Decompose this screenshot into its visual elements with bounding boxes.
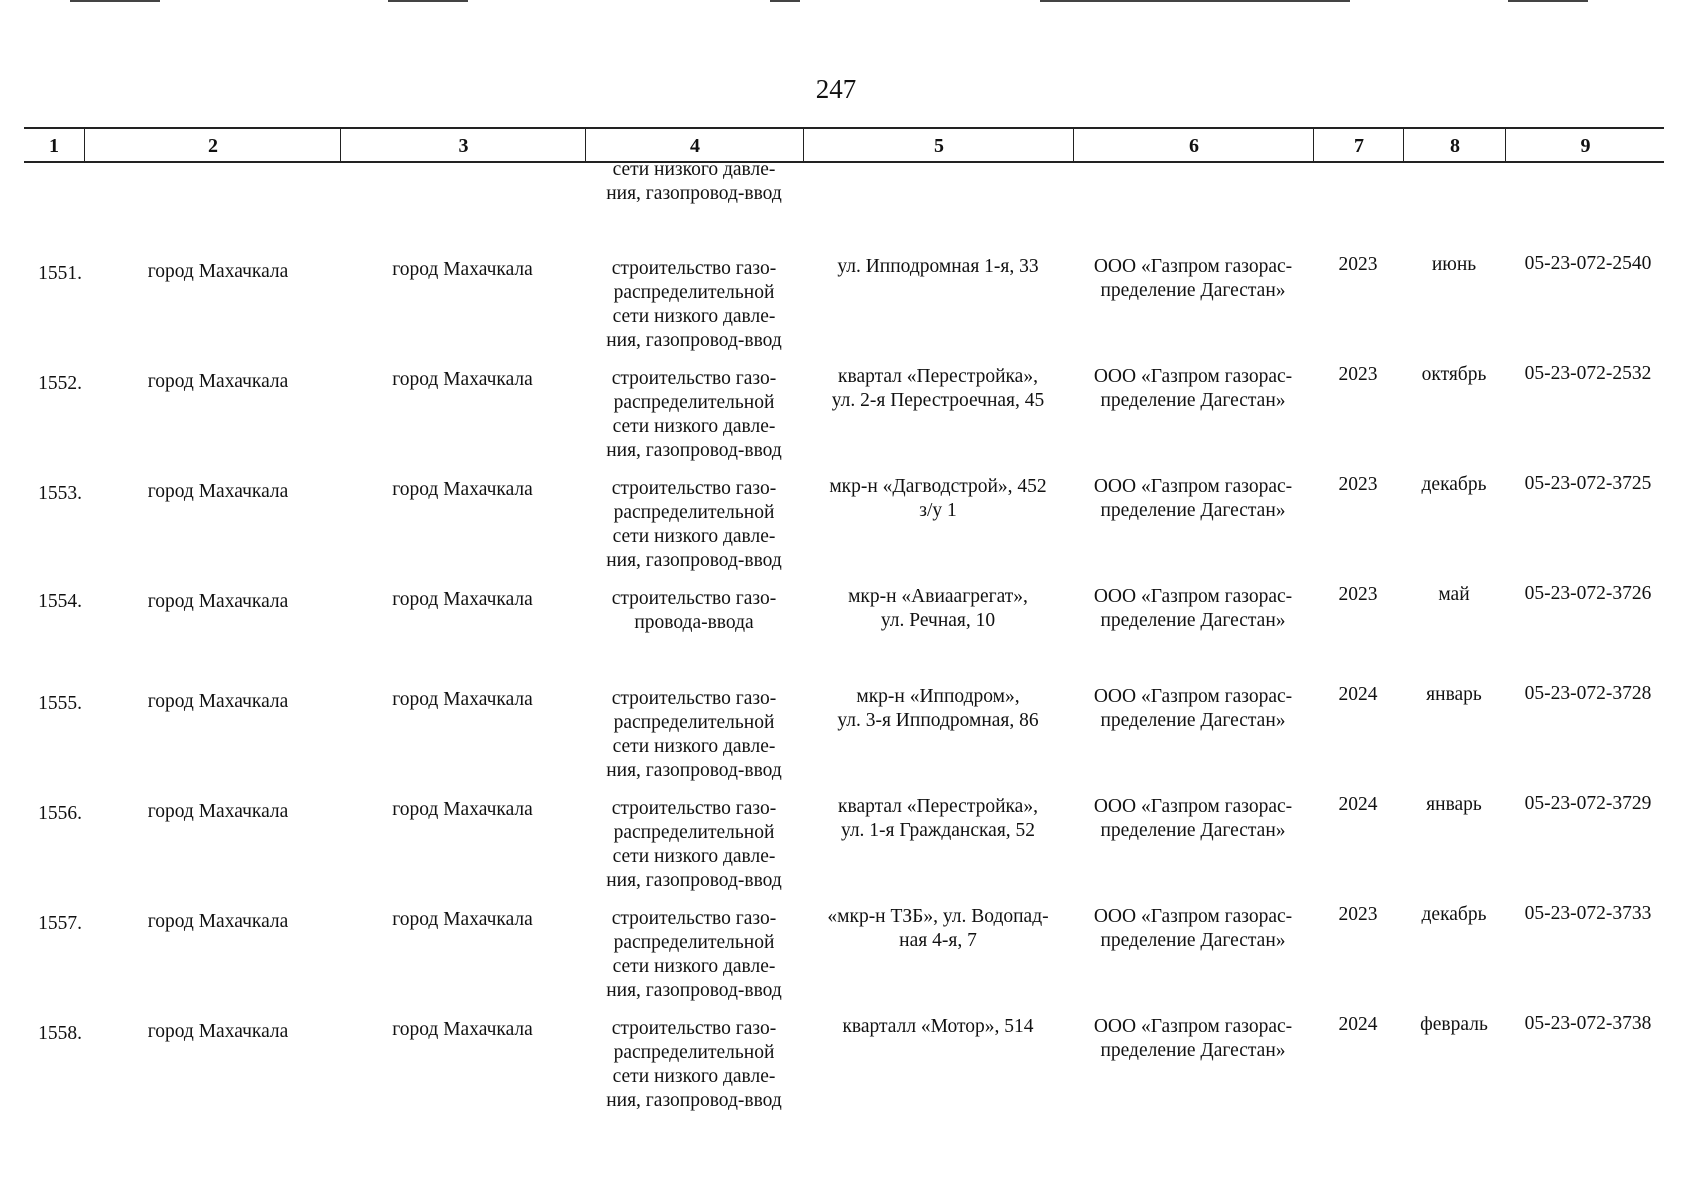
row-number: 1551. <box>38 263 82 284</box>
year-cell: 2024 <box>1338 794 1378 815</box>
organization-cell: ООО «Газпром газорас- пределение Дагестан» <box>1093 366 1293 411</box>
row-number: 1555. <box>38 693 82 714</box>
month-cell: декабрь <box>1421 474 1487 495</box>
work-cell: строительство газо- распределительной сети низкого давле- ния, газопровод-ввод <box>606 908 782 1001</box>
organization-cell: ООО «Газпром газорас- пределение Дагестан» <box>1093 586 1293 631</box>
address-cell: мкр-н «Дагводстрой», 452 з/у 1 <box>829 476 1047 521</box>
column-header-3: 3 <box>340 129 586 161</box>
district-cell: город Махачкала <box>147 261 289 282</box>
month-cell: февраль <box>1420 1014 1488 1035</box>
column-header-2: 2 <box>84 129 341 161</box>
code-cell: 05-23-072-3725 <box>1524 473 1652 494</box>
table-header <box>24 127 1664 163</box>
address-cell: квартал «Перестройка», ул. 1-я Гражданская, 52 <box>838 796 1038 841</box>
column-header-7: 7 <box>1313 129 1404 161</box>
year-cell: 2023 <box>1338 364 1378 385</box>
work-cell: строительство газо- распределительной сети низкого давле- ния, газопровод-ввод <box>606 1018 782 1111</box>
organization-cell: ООО «Газпром газорас- пределение Дагестан» <box>1093 1016 1293 1061</box>
address-cell: мкр-н «Ипподром», ул. 3-я Ипподромная, 86 <box>837 686 1039 731</box>
code-cell: 05-23-072-2540 <box>1524 253 1652 274</box>
year-cell: 2023 <box>1338 254 1378 275</box>
column-header-8: 8 <box>1403 129 1506 161</box>
work-cell: строительство газо- распределительной сети низкого давле- ния, газопровод-ввод <box>606 688 782 781</box>
organization-cell: ООО «Газпром газорас- пределение Дагестан» <box>1093 906 1293 951</box>
row-number: 1552. <box>38 373 82 394</box>
settlement-cell: город Махачкала <box>392 689 533 710</box>
settlement-cell: город Махачкала <box>392 909 533 930</box>
work-cell: строительство газо- распределительной сети низкого давле- ния, газопровод-ввод <box>606 258 782 351</box>
continuation-work: сети низкого давле- ния, газопровод-ввод <box>606 159 782 204</box>
district-cell: город Махачкала <box>147 911 289 932</box>
month-cell: июнь <box>1431 254 1477 275</box>
scan-mark <box>1040 0 1350 2</box>
year-cell: 2024 <box>1338 684 1378 705</box>
year-cell: 2023 <box>1338 474 1378 495</box>
settlement-cell: город Махачкала <box>392 589 533 610</box>
row-number: 1554. <box>38 591 82 612</box>
code-cell: 05-23-072-3728 <box>1524 683 1652 704</box>
row-number: 1553. <box>38 483 82 504</box>
scan-mark <box>388 0 468 2</box>
address-cell: мкр-н «Авиаагрегат», ул. Речная, 10 <box>848 586 1028 631</box>
code-cell: 05-23-072-3733 <box>1524 903 1652 924</box>
organization-cell: ООО «Газпром газорас- пределение Дагестан» <box>1093 256 1293 301</box>
code-cell: 05-23-072-2532 <box>1524 363 1652 384</box>
column-header-6: 6 <box>1073 129 1314 161</box>
month-cell: декабрь <box>1421 904 1487 925</box>
column-header-4: 4 <box>585 129 804 161</box>
district-cell: город Махачкала <box>147 801 289 822</box>
settlement-cell: город Махачкала <box>392 369 533 390</box>
year-cell: 2023 <box>1338 904 1378 925</box>
column-header-1: 1 <box>49 135 59 157</box>
address-cell: кварталл «Мотор», 514 <box>842 1016 1034 1037</box>
row-number: 1556. <box>38 803 82 824</box>
month-cell: май <box>1438 584 1470 605</box>
work-cell: строительство газо- провода-ввода <box>611 588 777 633</box>
row-number: 1557. <box>38 913 82 934</box>
district-cell: город Махачкала <box>147 591 289 612</box>
work-cell: строительство газо- распределительной сети низкого давле- ния, газопровод-ввод <box>606 478 782 571</box>
year-cell: 2024 <box>1338 1014 1378 1035</box>
work-cell: строительство газо- распределительной сети низкого давле- ния, газопровод-ввод <box>606 368 782 461</box>
code-cell: 05-23-072-3726 <box>1524 583 1652 604</box>
month-cell: январь <box>1426 684 1482 705</box>
settlement-cell: город Махачкала <box>392 1019 533 1040</box>
settlement-cell: город Махачкала <box>392 479 533 500</box>
organization-cell: ООО «Газпром газорас- пределение Дагестан» <box>1093 796 1293 841</box>
settlement-cell: город Махачкала <box>392 259 533 280</box>
page-number: 247 <box>815 74 857 104</box>
scan-mark <box>1508 0 1588 2</box>
scan-mark <box>70 0 160 2</box>
column-header-5: 5 <box>803 129 1074 161</box>
work-cell: строительство газо- распределительной сети низкого давле- ния, газопровод-ввод <box>606 798 782 891</box>
address-cell: квартал «Перестройка», ул. 2-я Перестроечная, 45 <box>831 366 1045 411</box>
organization-cell: ООО «Газпром газорас- пределение Дагестан» <box>1093 686 1293 731</box>
month-cell: январь <box>1426 794 1482 815</box>
district-cell: город Махачкала <box>147 481 289 502</box>
district-cell: город Махачкала <box>147 1021 289 1042</box>
year-cell: 2023 <box>1338 584 1378 605</box>
code-cell: 05-23-072-3729 <box>1524 793 1652 814</box>
district-cell: город Махачкала <box>147 691 289 712</box>
code-cell: 05-23-072-3738 <box>1524 1013 1652 1034</box>
scan-mark <box>770 0 800 2</box>
district-cell: город Махачкала <box>147 371 289 392</box>
organization-cell: ООО «Газпром газорас- пределение Дагестан» <box>1093 476 1293 521</box>
month-cell: октябрь <box>1421 364 1487 385</box>
row-number: 1558. <box>38 1023 82 1044</box>
address-cell: ул. Ипподромная 1-я, 33 <box>837 256 1039 277</box>
address-cell: «мкр-н ТЗБ», ул. Водопад- ная 4-я, 7 <box>827 906 1049 951</box>
settlement-cell: город Махачкала <box>392 799 533 820</box>
column-header-9: 9 <box>1505 129 1665 161</box>
